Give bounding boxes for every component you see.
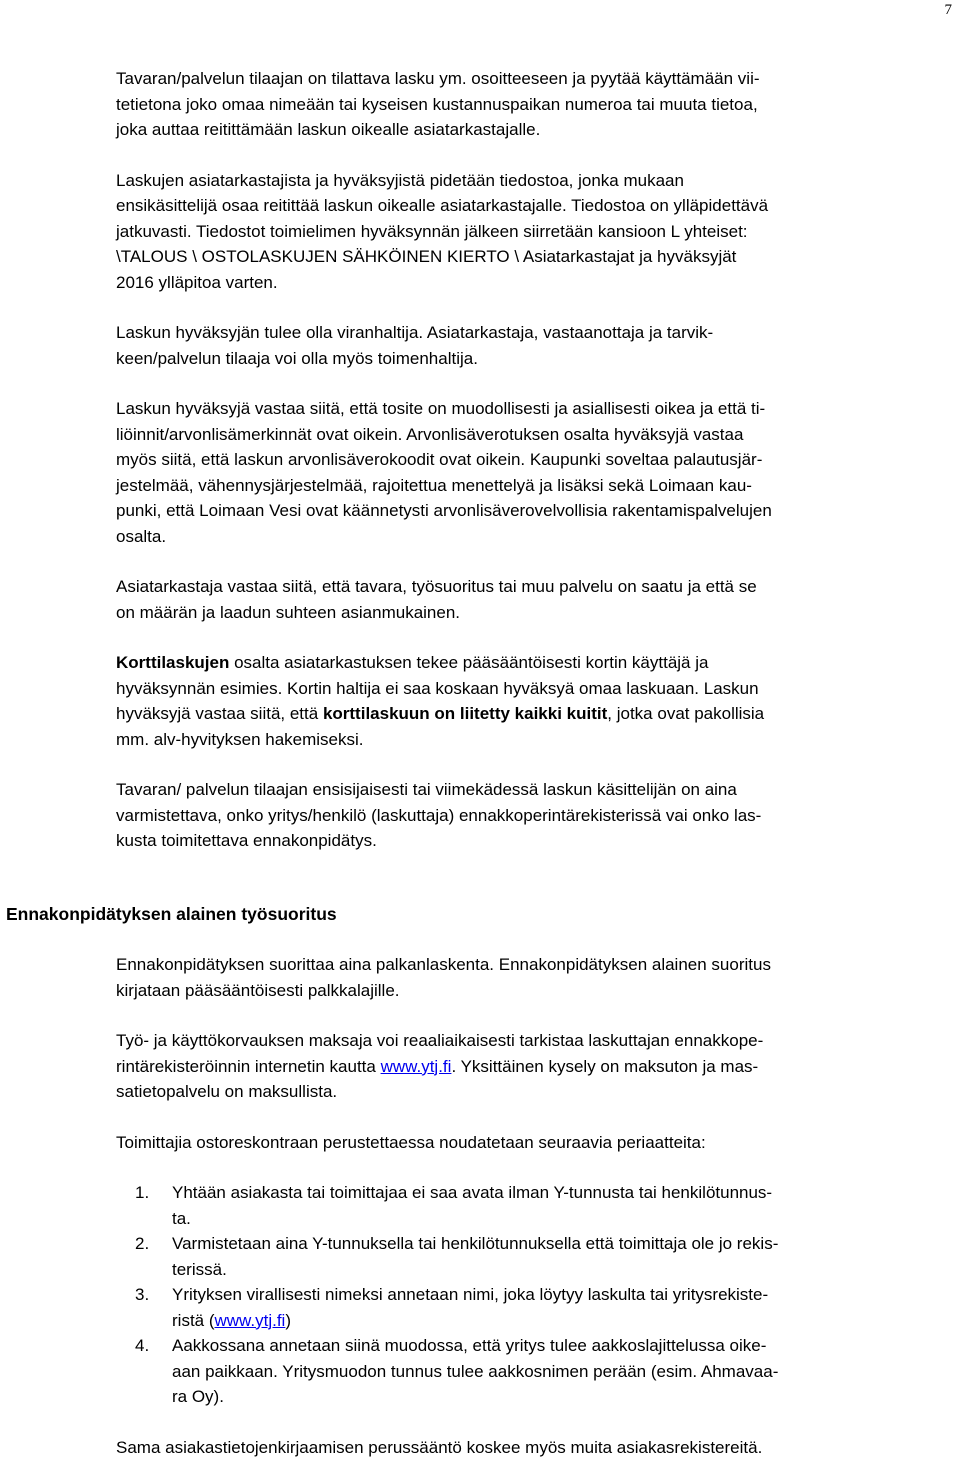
- paragraph-reviewer-responsibility: [116, 574, 952, 625]
- text-line: jatkuvasti. Tiedostot toimielimen hyväksynnän jälkeen siirretään kansioon L yhteiset:: [116, 219, 952, 245]
- paragraph-withholding: [116, 952, 952, 1003]
- list-number: 1.: [135, 1180, 149, 1206]
- section-heading: Ennakonpidätyksen alainen työsuoritus: [6, 902, 842, 928]
- text-line: Laskun hyväksyjä vastaa siitä, että tosite on muodollisesti ja asiallisesti oikea ja että ti-: [116, 396, 952, 422]
- text-span: . Yksittäinen kysely on maksuton ja mas-: [451, 1057, 758, 1076]
- text-span: rintärekisteröinnin internetin kautta: [116, 1057, 381, 1076]
- text-line: varmistettava, onko yritys/henkilö (laskuttaja) ennakkoperintärekisterissä vai onko las-: [116, 803, 952, 829]
- text-line: punki, että Loimaan Vesi ovat käännetysti arvonlisäverovelvollisia rakentamispalvelujen: [116, 498, 952, 524]
- text-line: ensikäsittelijä osaa reitittää laskun oikealle asiatarkastajalle. Tiedostoa on ylläpidettävä: [116, 193, 952, 219]
- text-line: terissä.: [172, 1257, 952, 1283]
- paragraph-closing-rule: Sama asiakastietojenkirjaamisen perussääntö koskee myös muita asiakasrekistereitä.: [116, 1435, 952, 1460]
- text-line: joka auttaa reitittämään laskun oikealle asiatarkastajalle.: [116, 117, 952, 143]
- text-line: kusta toimitettava ennakonpidätys.: [116, 828, 952, 854]
- text-span: ): [285, 1311, 291, 1330]
- paragraph-prepayment-register: [116, 777, 952, 854]
- paragraph-reviewers-file: [116, 168, 952, 296]
- text-line: Tavaran/palvelun tilaajan on tilattava lasku ym. osoitteeseen ja pyytää käyttämään vii-: [116, 66, 952, 92]
- text-span: , jotka ovat pakollisia: [607, 704, 764, 723]
- text-line: [116, 701, 952, 727]
- text-line: liöinnit/arvonlisämerkinnät ovat oikein. Arvonlisäverotuksen osalta hyväksyjä vastaa: [116, 422, 952, 448]
- text-line: on määrän ja laadun suhteen asianmukainen.: [116, 600, 952, 626]
- text-line: [172, 1308, 952, 1334]
- text-line: aan paikkaan. Yritysmuodon tunnus tulee aakkosnimen perään (esim. Ahmavaa-: [172, 1359, 952, 1385]
- list-item: [116, 1180, 952, 1231]
- list-item: [116, 1333, 952, 1410]
- text-line: keen/palvelun tilaaja voi olla myös toimenhaltija.: [116, 346, 952, 372]
- bold-term: korttilaskuun on liitetty kaikki kuitit: [323, 704, 607, 723]
- text-line: hyväksynnän esimies. Kortin haltija ei saa koskaan hyväksyä omaa laskuaan. Laskun: [116, 676, 952, 702]
- text-line: jestelmää, vähennysjärjestelmää, rajoitettua menettelyä ja lisäksi sekä Loimaan kau-: [116, 473, 952, 499]
- text-line: kirjataan pääsääntöisesti palkkalajille.: [116, 978, 952, 1004]
- text-line: mm. alv-hyvityksen hakemiseksi.: [116, 727, 952, 753]
- text-line: [116, 1054, 952, 1080]
- principles-list: [116, 1180, 952, 1410]
- text-line: satietopalvelu on maksullista.: [116, 1079, 952, 1105]
- list-number: 2.: [135, 1231, 149, 1257]
- paragraph-ordering: [116, 66, 952, 143]
- paragraph-ytj-check: [116, 1028, 952, 1105]
- text-line: Ennakonpidätyksen suorittaa aina palkanlaskenta. Ennakonpidätyksen alainen suoritus: [116, 952, 952, 978]
- text-line: 2016 ylläpitoa varten.: [116, 270, 952, 296]
- text-line: osalta.: [116, 524, 952, 550]
- text-line: Laskun hyväksyjän tulee olla viranhaltija. Asiatarkastaja, vastaanottaja ja tarvik-: [116, 320, 952, 346]
- list-number: 3.: [135, 1282, 149, 1308]
- text-line: Yhtään asiakasta tai toimittajaa ei saa avata ilman Y-tunnusta tai henkilötunnus-: [172, 1180, 952, 1206]
- text-line: Tavaran/ palvelun tilaajan ensisijaisesti tai viimekädessä laskun käsittelijän on aina: [116, 777, 952, 803]
- list-number: 4.: [135, 1333, 149, 1359]
- paragraph-principles-intro: Toimittajia ostoreskontraan perustettaessa noudatetaan seuraavia periaatteita:: [116, 1130, 952, 1156]
- text-line: Laskujen asiatarkastajista ja hyväksyjistä pidetään tiedostoa, jonka mukaan: [116, 168, 952, 194]
- list-item: [116, 1282, 952, 1333]
- list-item: [116, 1231, 952, 1282]
- text-line: ta.: [172, 1206, 952, 1232]
- page-number: 7: [945, 2, 953, 19]
- ytj-link[interactable]: www.ytj.fi: [215, 1311, 286, 1330]
- text-span: osalta asiatarkastuksen tekee pääsääntöisesti kortin käyttäjä ja: [229, 653, 708, 672]
- text-line: ra Oy).: [172, 1384, 952, 1410]
- text-line: Varmistetaan aina Y-tunnuksella tai henkilötunnuksella että toimittaja ole jo rekis-: [172, 1231, 952, 1257]
- bold-term: Korttilaskujen: [116, 653, 229, 672]
- document-body: [116, 66, 952, 1460]
- text-span: hyväksyjä vastaa siitä, että: [116, 704, 323, 723]
- text-line: tetietona joko omaa nimeään tai kyseisen kustannuspaikan numeroa tai muuta tietoa,: [116, 92, 952, 118]
- text-line: \TALOUS \ OSTOLASKUJEN SÄHKÖINEN KIERTO \ Asiatarkastajat ja hyväksyjät: [116, 244, 952, 270]
- text-line: Työ- ja käyttökorvauksen maksaja voi reaaliaikaisesti tarkistaa laskuttajan ennakkope-: [116, 1028, 952, 1054]
- ytj-link[interactable]: www.ytj.fi: [381, 1057, 452, 1076]
- text-line: Asiatarkastaja vastaa siitä, että tavara, työsuoritus tai muu palvelu on saatu ja että se: [116, 574, 952, 600]
- paragraph-card-invoices: [116, 650, 952, 752]
- text-line: [116, 650, 952, 676]
- text-line: myös siitä, että laskun arvonlisäverokoodit ovat oikein. Kaupunki soveltaa palautusjär-: [116, 447, 952, 473]
- text-span: ristä (: [172, 1311, 215, 1330]
- text-line: Aakkossana annetaan siinä muodossa, että yritys tulee aakkoslajittelussa oike-: [172, 1333, 952, 1359]
- paragraph-approver-role: [116, 320, 952, 371]
- text-line: Yrityksen virallisesti nimeksi annetaan nimi, joka löytyy laskulta tai yritysrekiste-: [172, 1282, 952, 1308]
- paragraph-approver-responsibility: [116, 396, 952, 549]
